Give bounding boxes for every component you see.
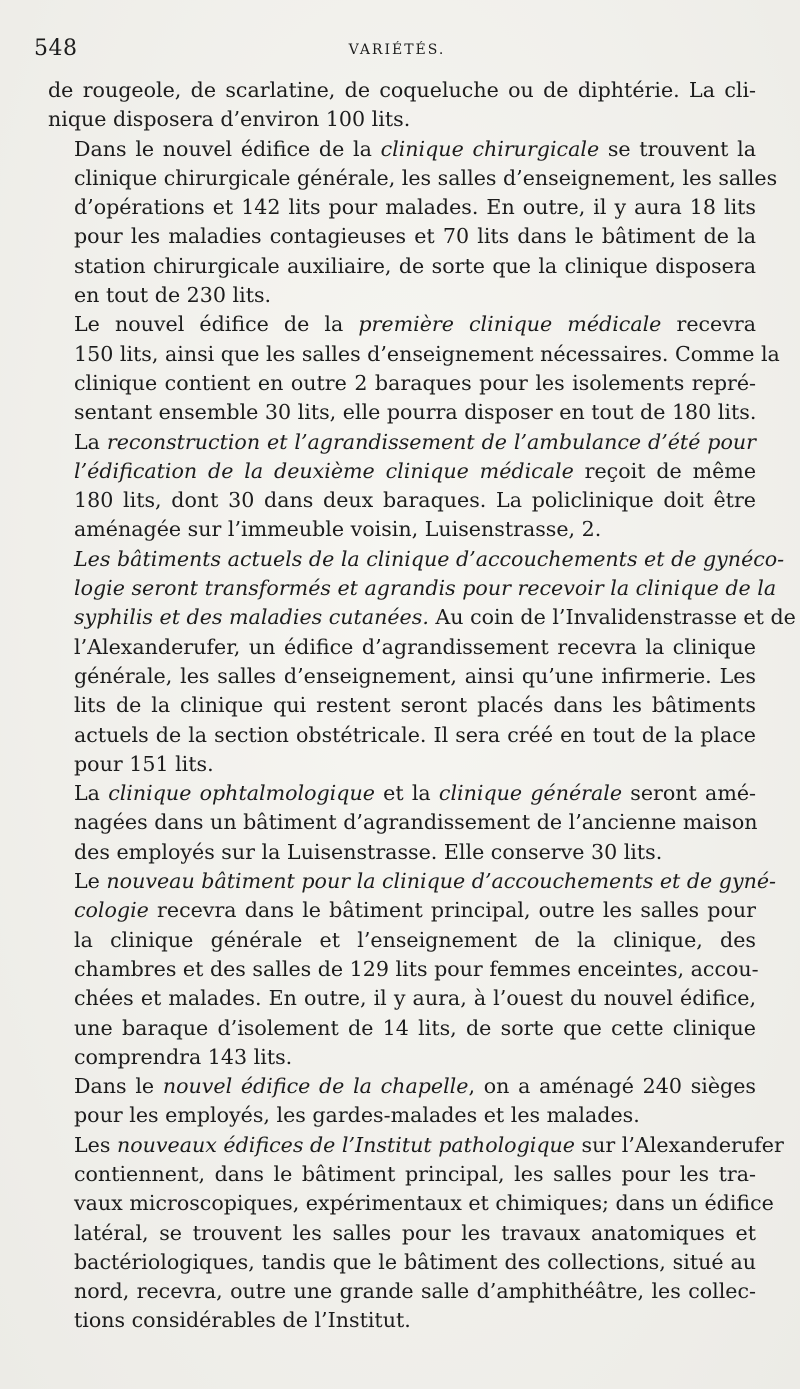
text-run: générale, les salles d’enseignement, ainsi qu’une infirmerie. Les (74, 663, 756, 688)
text-run: nord, recevra, outre une grande salle d’amphithéâtre, les collec- (74, 1279, 756, 1304)
italic-text: l’édification de la deuxième clinique médicale (74, 458, 574, 483)
italic-text: cologie (74, 898, 149, 923)
text-run: Dans le (74, 1074, 163, 1099)
text-run: pour les maladies contagieuses et 70 lits dans le bâtiment de la (74, 224, 756, 249)
italic-text: syphilis et des maladies cutanées. (74, 605, 429, 630)
italic-text: logie seront transformés et agrandis pour recevoir la clinique de la (74, 576, 777, 601)
paragraph (48, 779, 756, 867)
italic-text: clinique générale (438, 781, 623, 806)
text-run: sur l’Alexanderufer (574, 1132, 784, 1157)
paragraph (48, 76, 756, 135)
text-run: chées et malades. En outre, il y aura, à l’ouest du nouvel édifice, (74, 986, 756, 1011)
text-line (48, 135, 756, 164)
text-run: la clinique générale et l’enseignement de la clinique, des (74, 927, 756, 952)
text-run: latéral, se trouvent les salles pour les travaux anatomiques et (74, 1220, 756, 1245)
text-line (48, 457, 756, 486)
text-run: pour 151 lits. (74, 751, 214, 776)
text-line (48, 515, 756, 544)
text-line (48, 603, 796, 632)
text-line (48, 1043, 756, 1072)
italic-text: clinique ophtalmologique (108, 781, 375, 806)
text-run: en tout de 230 lits. (74, 283, 272, 308)
text-run: La (74, 781, 109, 806)
text-line (48, 164, 778, 193)
text-line (48, 1248, 756, 1277)
text-run: nagées dans un bâtiment d’agrandissement de l’ancienne maison (74, 810, 758, 835)
text-line (48, 1160, 756, 1189)
text-run: actuels de la section obstétricale. Il sera créé en tout de la place (74, 722, 756, 747)
text-run: seront amé- (622, 781, 757, 806)
italic-text: nouvel édifice de la chapelle (162, 1074, 469, 1099)
text-line (48, 1306, 756, 1335)
text-line (48, 1014, 756, 1043)
body-text (48, 76, 796, 1336)
text-line (48, 721, 756, 750)
text-run: clinique contient en outre 2 baraques pour les isolements repré- (74, 370, 756, 395)
text-run: Le nouvel édifice de la (74, 312, 359, 337)
text-run: , on a aménagé 240 sièges (468, 1074, 756, 1099)
text-line (48, 428, 756, 457)
text-line (48, 838, 756, 867)
text-run: sentant ensemble 30 lits, elle pourra disposer en tout de 180 lits. (74, 400, 757, 425)
text-line (48, 808, 756, 837)
text-line (48, 369, 756, 398)
text-line (48, 691, 756, 720)
text-run: Le (74, 869, 107, 894)
text-run: de rougeole, de scarlatine, de coqueluche ou de diphtérie. La cli- (48, 78, 756, 102)
text-run: Les (74, 1132, 117, 1157)
text-run: reçoit de même (573, 458, 757, 483)
paragraph (48, 1072, 756, 1131)
text-run: Au coin de l’Invalidenstrasse et de (428, 605, 796, 630)
text-line (48, 1277, 756, 1306)
text-run: nique disposera d’environ 100 lits. (48, 107, 411, 132)
text-run: clinique chirurgicale générale, les salles d’enseignement, les salles (74, 165, 778, 190)
text-line (48, 76, 756, 105)
text-line (48, 926, 756, 955)
text-line (48, 1101, 756, 1130)
text-line (48, 281, 756, 310)
paragraph (48, 135, 778, 311)
text-run: comprendra 143 lits. (74, 1044, 293, 1069)
text-run: se trouvent la (599, 136, 756, 161)
paragraph (48, 428, 756, 545)
text-run: une baraque d’isolement de 14 lits, de sorte que cette clinique (74, 1015, 756, 1040)
text-line (48, 252, 756, 281)
text-run: 180 lits, dont 30 dans deux baraques. La policlinique doit être (74, 488, 756, 513)
running-title: VARIÉTÉS. (348, 42, 446, 58)
text-run: l’Alexanderufer, un édifice d’agrandissement recevra la clinique (74, 634, 756, 659)
text-line (48, 955, 759, 984)
text-line (48, 984, 756, 1013)
text-run: 150 lits, ainsi que les salles d’enseignement nécessaires. Comme la (74, 341, 780, 366)
text-line (48, 633, 756, 662)
text-run: lits de la clinique qui restent seront placés dans les bâtiments (74, 693, 756, 718)
paragraph (48, 1131, 784, 1336)
text-line (48, 867, 777, 896)
text-run: aménagée sur l’immeuble voisin, Luisenstrasse, 2. (74, 517, 602, 542)
text-line (48, 398, 756, 427)
text-line (48, 896, 756, 925)
text-line (48, 574, 777, 603)
text-line (48, 310, 756, 339)
text-line (48, 1072, 756, 1101)
text-line (48, 1219, 756, 1248)
paragraph (48, 545, 796, 779)
italic-text: clinique chirurgicale (380, 136, 600, 161)
italic-text: reconstruction et l’agrandissement de l’ambulance d’été pour (106, 429, 756, 454)
italic-text: première clinique médicale (358, 312, 662, 337)
text-run: recevra dans le bâtiment principal, outre les salles pour (148, 898, 756, 923)
text-line (48, 105, 756, 134)
text-line (48, 340, 780, 369)
text-line (48, 750, 756, 779)
text-run: recevra (661, 312, 756, 337)
page-number: 548 (34, 36, 78, 61)
text-line (48, 222, 756, 251)
text-run: La (74, 429, 107, 454)
text-run: tions considérables de l’Institut. (74, 1308, 411, 1333)
text-run: bactériologiques, tandis que le bâtiment des collections, situé au (74, 1249, 756, 1274)
page-header (34, 36, 760, 66)
italic-text: nouveau bâtiment pour la clinique d’accouchements et de gyné- (106, 869, 777, 894)
text-line (48, 545, 785, 574)
text-run: chambres et des salles de 129 lits pour femmes enceintes, accou- (74, 956, 759, 981)
text-line (48, 486, 756, 515)
text-line (48, 193, 756, 222)
text-run: contiennent, dans le bâtiment principal, les salles pour les tra- (74, 1161, 756, 1186)
italic-text: Les bâtiments actuels de la clinique d’accouchements et de gynéco- (74, 546, 785, 571)
text-line (48, 779, 756, 808)
text-line (48, 662, 756, 691)
text-run: Dans le nouvel édifice de la (74, 136, 381, 161)
paragraph (48, 867, 777, 1072)
text-run: vaux microscopiques, expérimentaux et chimiques; dans un édifice (74, 1191, 774, 1216)
text-run: pour les employés, les gardes-malades et les malades. (74, 1103, 640, 1128)
paragraph (48, 310, 780, 427)
text-line (48, 1131, 784, 1160)
text-run: et la (374, 781, 439, 806)
italic-text: nouveaux édifices de l’Institut pathologique (116, 1132, 575, 1157)
text-line (48, 1189, 774, 1218)
text-run: des employés sur la Luisenstrasse. Elle conserve 30 lits. (74, 839, 663, 864)
text-run: d’opérations et 142 lits pour malades. En outre, il y aura 18 lits (74, 195, 756, 220)
text-run: station chirurgicale auxiliaire, de sorte que la clinique disposera (74, 253, 756, 278)
